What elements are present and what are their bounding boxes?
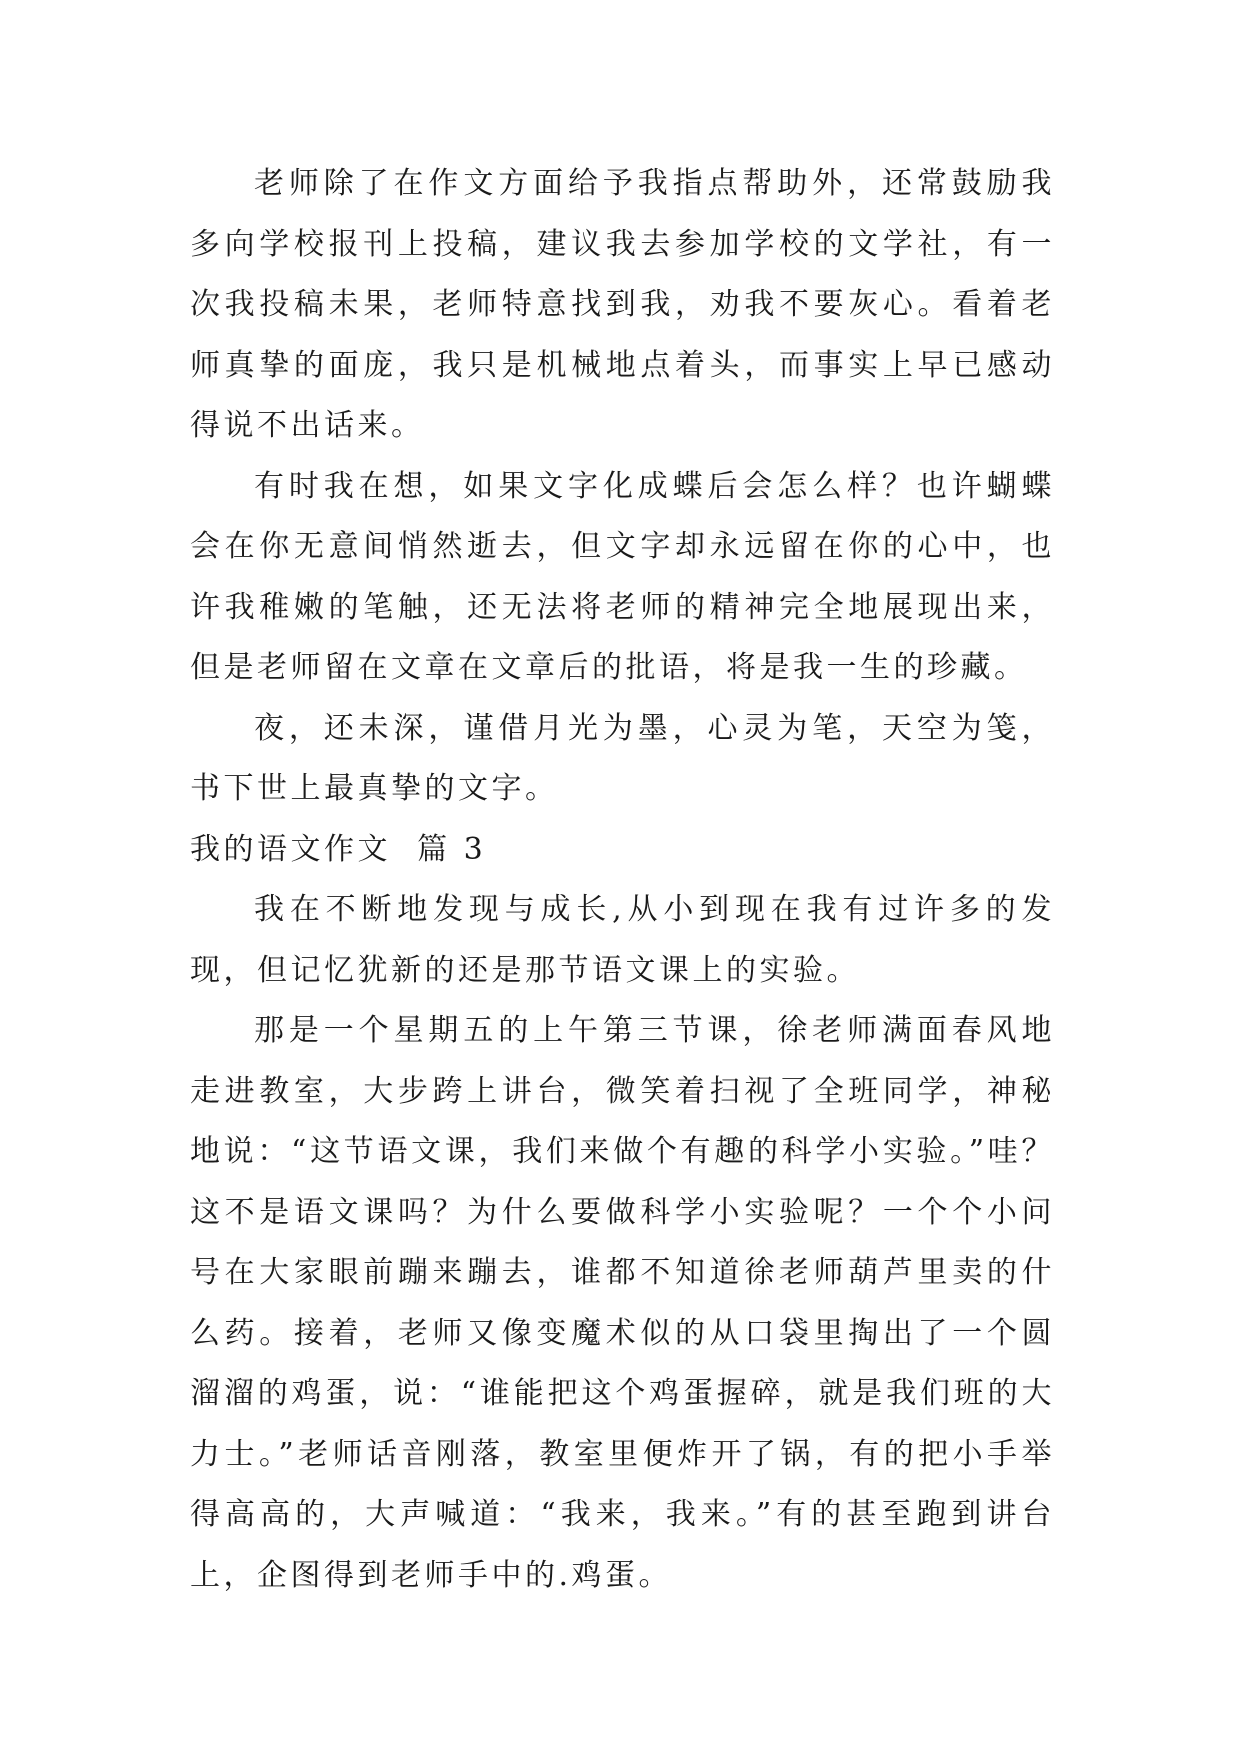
- paragraph-night-closing: 夜，还未深，谨借月光为墨，心灵为笔，天空为笺，书下世上最真挚的文字。: [190, 710, 1055, 806]
- paragraph-discovery: 我在不断地发现与成长,从小到现在我有过许多的发现，但记忆犹新的还是那节语文课上的实验。: [190, 892, 1055, 988]
- paragraph-egg-experiment: 那是一个星期五的上午第三节课，徐老师满面春风地走进教室，大步跨上讲台，微笑着扫视了全班同学，神秘地说：“这节语文课，我们来做个有趣的科学小实验。”哇？这不是语文课吗？为什么要做科学小实验呢？一个个小问号在大家眼前蹦来蹦去，谁都不知道徐老师葫芦里卖的什么药。接着，老师又像变魔术似的从口袋里掏出了一个圆溜溜的鸡蛋，说：“谁能把这个鸡蛋握碎，就是我们班的大力士。”老师话音刚落，教室里便炸开了锅，有的把小手举得高高的，大声喊道：“我来，我来。”有的甚至跑到讲台上，企图得到老师手中的.鸡蛋。: [190, 1013, 1055, 1593]
- section-heading: 我的语文作文 篇 3: [190, 831, 487, 867]
- paragraph-butterfly-reflection: 有时我在想，如果文字化成蝶后会怎么样？也许蝴蝶会在你无意间悄然逝去，但文字却永远留在你的心中，也许我稚嫩的笔触，还无法将老师的精神完全地展现出来，但是老师留在文章在文章后的批语，将是我一生的珍藏。: [190, 468, 1055, 685]
- document-page: [190, 154, 1055, 1606]
- paragraph-teacher-encouragement: 老师除了在作文方面给予我指点帮助外，还常鼓励我多向学校报刊上投稿，建议我去参加学校的文学社，有一次我投稿未果，老师特意找到我，劝我不要灰心。看着老师真挚的面庞，我只是机械地点着头，而事实上早已感动得说不出话来。: [190, 166, 1055, 443]
